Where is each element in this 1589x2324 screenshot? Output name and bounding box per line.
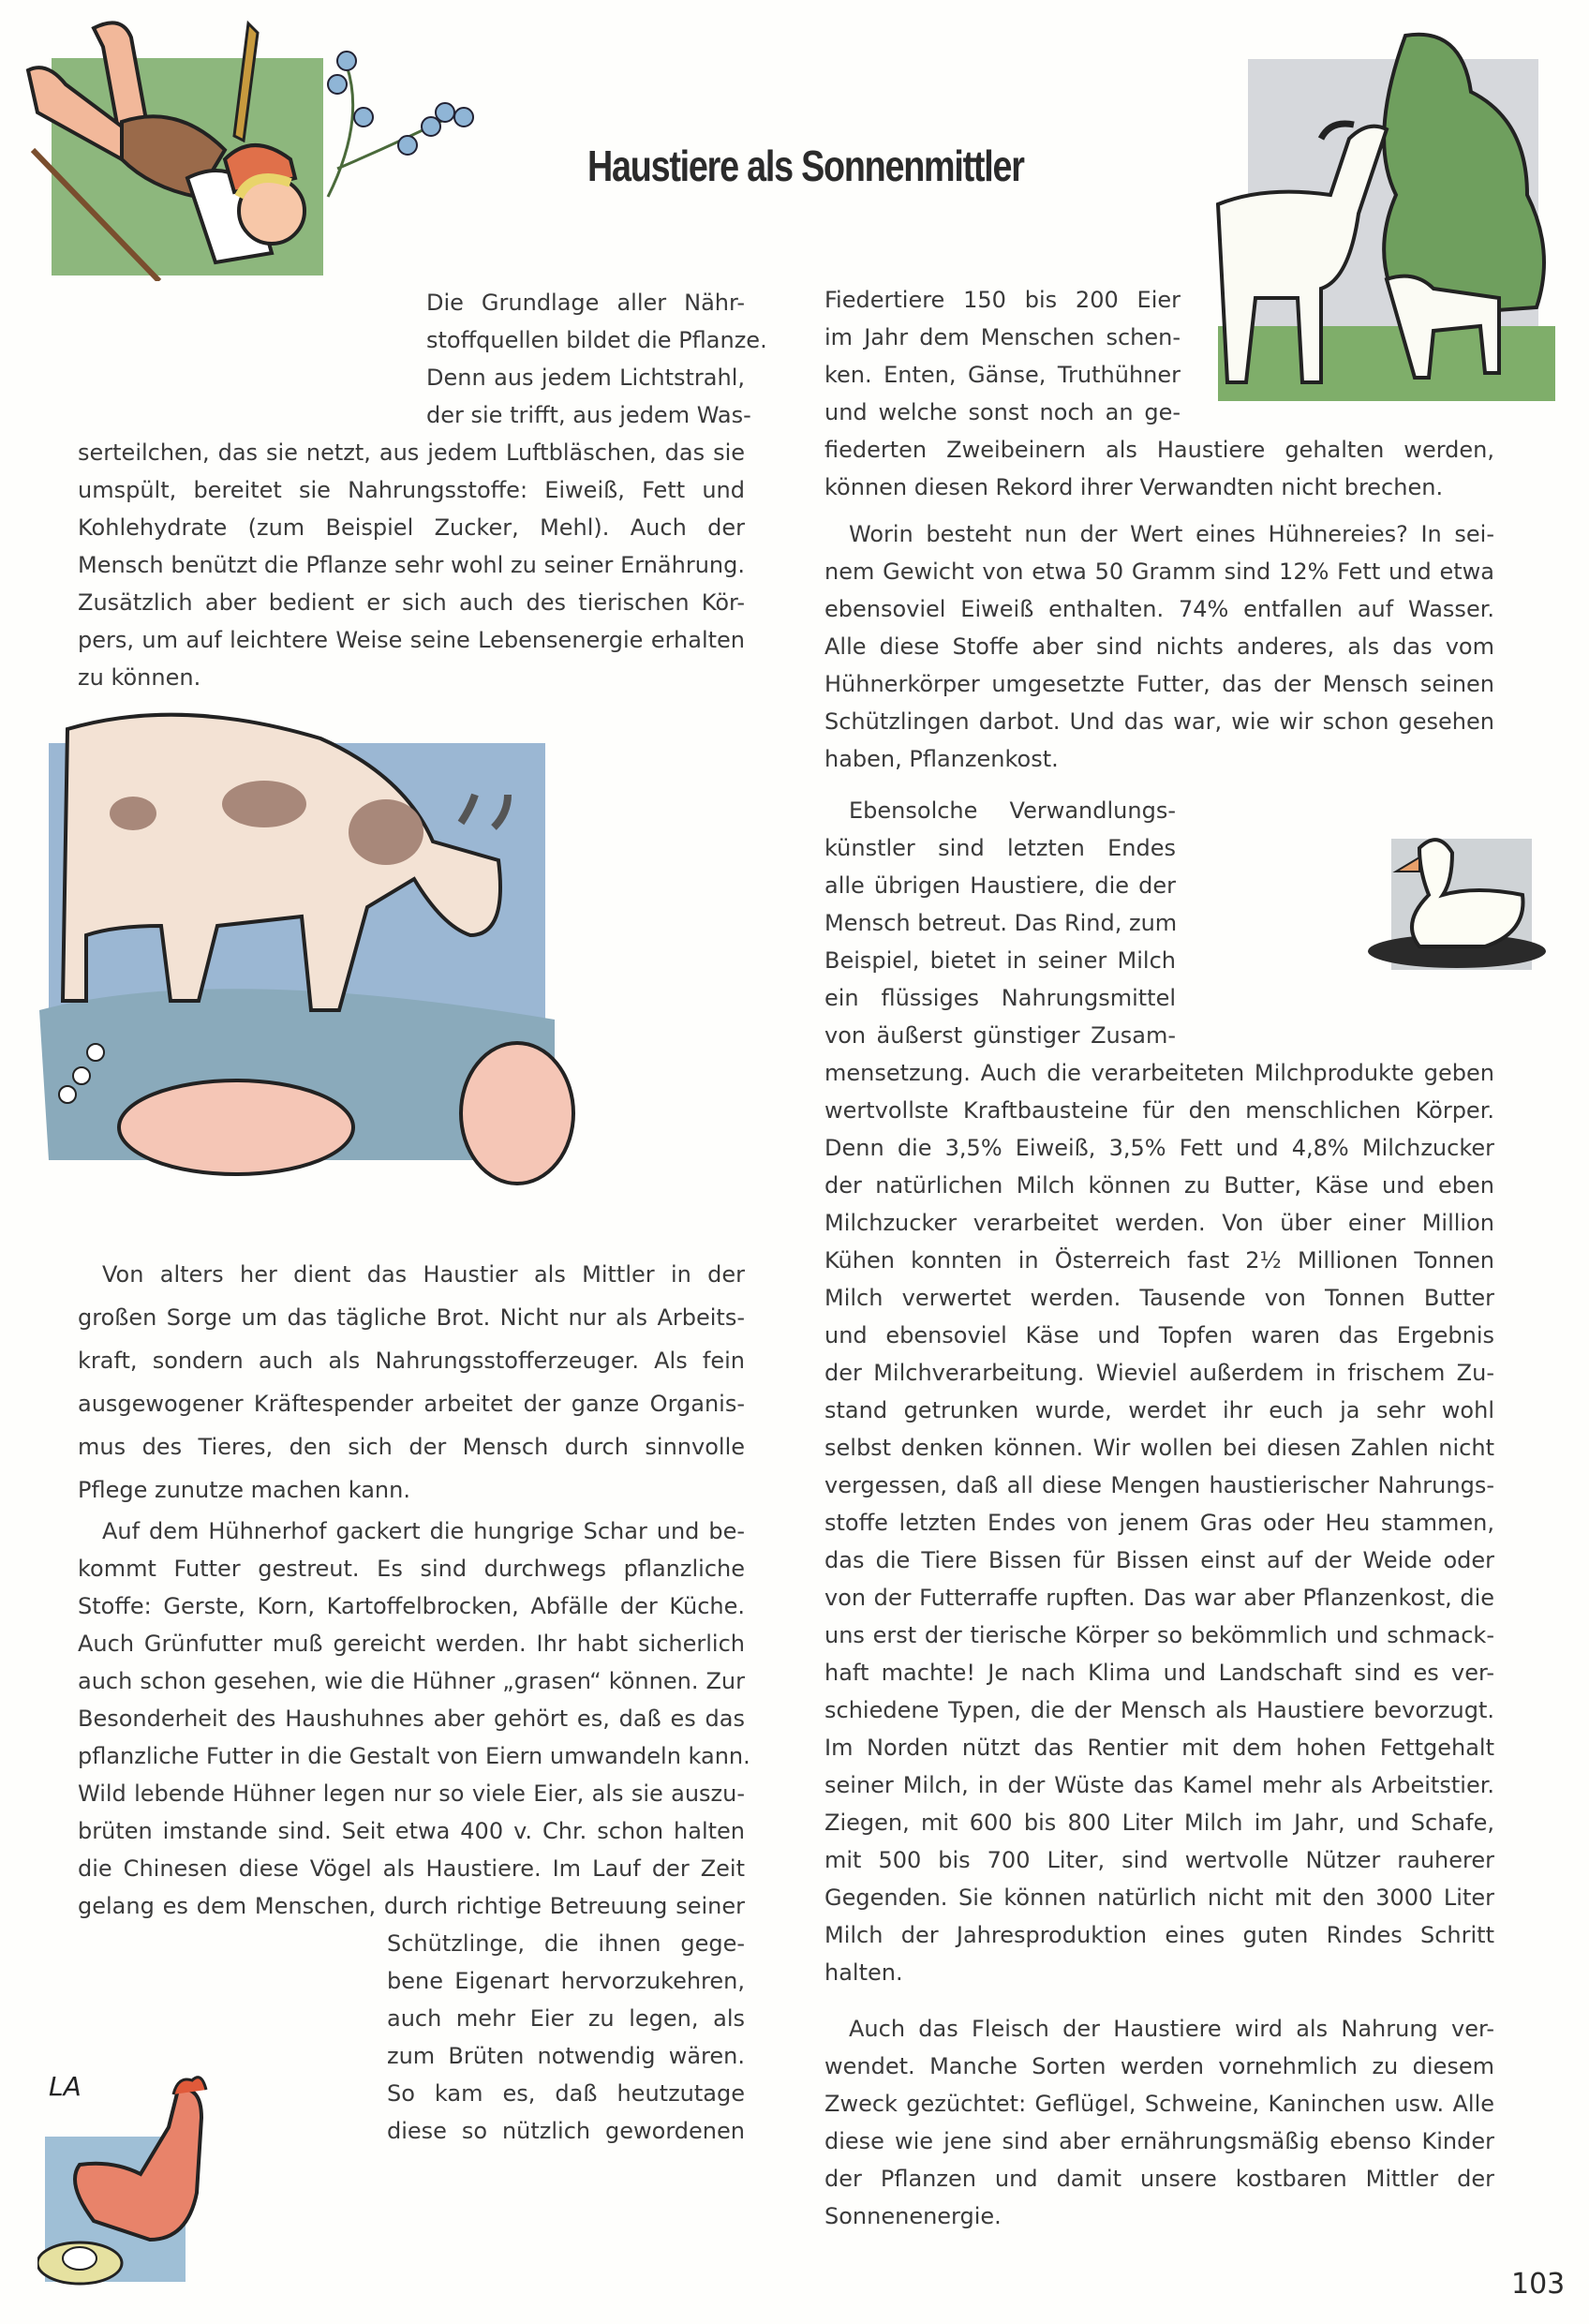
text-line: Ebensolche Verwandlungs-: [849, 797, 1176, 824]
text-line: auch mehr Eier zu legen, als: [387, 2005, 745, 2032]
goats-grass: [1218, 326, 1555, 401]
text-line: Pflege zunutze machen kann.: [78, 1477, 410, 1503]
text-line: wertvollste Kraftbausteine für den menschlichen Körper.: [824, 1097, 1494, 1124]
text-line: mit 500 bis 700 Liter, sind wertvolle Nützer rauherer: [824, 1847, 1494, 1873]
text-line: können diesen Rekord ihrer Verwandten nicht brechen.: [824, 474, 1444, 500]
text-line: zum Brüten notwendig wären.: [387, 2043, 745, 2069]
text-line: von der Futterraffe rupften. Das war aber Pflanzenkost, die: [824, 1585, 1494, 1611]
goats-illustration: [1190, 7, 1583, 420]
pig-lying: [119, 1080, 353, 1174]
text-line: Worin besteht nun der Wert eines Hühnereies? In sei-: [849, 521, 1494, 547]
text-line: halten.: [824, 1959, 903, 1986]
text-line: Auch das Fleisch der Haustiere wird als Nahrung ver-: [849, 2016, 1494, 2042]
text-line: großen Sorge um das tägliche Brot. Nicht nur als Arbeits-: [78, 1304, 745, 1331]
text-line: Mensch benützt die Pflanze sehr wohl zu seiner Ernährung.: [78, 552, 745, 578]
text-line: wendet. Manche Sorten werden vornehmlich zu diesem: [824, 2053, 1494, 2079]
text-line: fiederten Zweibeinern als Haustiere gehalten werden,: [824, 437, 1494, 463]
text-line: der natürlichen Milch können zu Butter, Käse und eben: [824, 1172, 1494, 1199]
boy-illustration: [9, 9, 506, 281]
text-line: selbst denken können. Wir wollen bei diesen Zahlen nicht: [824, 1435, 1494, 1461]
text-line: und ebensoviel Käse und Topfen waren das Ergebnis: [824, 1322, 1494, 1348]
text-line: ein flüssiges Nahrungsmittel: [824, 985, 1176, 1011]
text-line: Von alters her dient das Haustier als Mittler in der: [102, 1261, 745, 1288]
text-line: umspült, bereitet sie Nahrungsstoffe: Eiweiß, Fett und: [78, 477, 745, 503]
text-line: Zweck gezüchtet: Geflügel, Schweine, Kaninchen usw. Alle: [824, 2091, 1494, 2117]
text-line: die Chinesen diese Vögel als Haustiere. Im Lauf der Zeit: [78, 1855, 745, 1882]
text-line: Denn die 3,5% Eiweiß, 3,5% Fett und 4,8% Milchzucker: [824, 1135, 1494, 1161]
text-line: seiner Milch, in der Wüste das Kamel mehr als Arbeitstier.: [824, 1772, 1494, 1798]
text-line: künstler sind letzten Endes: [824, 835, 1176, 861]
text-line: vergessen, daß all diese Mengen haustierischer Nahrungs-: [824, 1472, 1494, 1498]
text-line: uns erst der tierische Körper so bekömmlich und schmack-: [824, 1622, 1494, 1648]
text-line: stoffe letzten Endes von jenem Gras oder Heu stammen,: [824, 1510, 1494, 1536]
text-line: Auch Grünfutter muß gereicht werden. Ihr habt sicherlich: [78, 1631, 745, 1657]
text-line: Sonnenenergie.: [824, 2203, 1002, 2229]
text-line: pers, um auf leichtere Weise seine Lebensenergie erhalten: [78, 627, 745, 653]
text-line: zu können.: [78, 664, 201, 691]
text-line: Schützlingen darbot. Und das war, wie wir schon gesehen: [824, 708, 1494, 735]
text-line: pflanzliche Futter in die Gestalt von Eiern umwandeln kann.: [78, 1743, 750, 1769]
text-line: diese wie jene sind aber ernährungsmäßig ebenso Kinder: [824, 2128, 1494, 2154]
text-line: Milch verwertet werden. Tausende von Tonnen Butter: [824, 1285, 1494, 1311]
text-line: Ziegen, mit 600 bis 800 Liter Milch im Jahr, und Schafe,: [824, 1810, 1494, 1836]
text-line: gelang es dem Menschen, durch richtige Betreuung seiner: [78, 1893, 745, 1919]
text-line: Wild lebende Hühner legen nur so viele Eier, als sie auszu-: [78, 1780, 745, 1807]
text-line: auch schon gesehen, wie die Hühner „grasen“ können. Zur: [78, 1668, 745, 1694]
text-line: mus des Tieres, den sich der Mensch durch sinnvolle: [78, 1434, 745, 1460]
hen-illustration: [37, 2071, 253, 2287]
text-line: Hühnerkörper umgesetzte Futter, das der Mensch seinen: [824, 671, 1494, 697]
text-line: alle übrigen Haustiere, die der: [824, 872, 1176, 899]
text-line: Kohlehydrate (zum Beispiel Zucker, Mehl). Auch der: [78, 514, 745, 541]
text-line: So kam es, daß heutzutage: [387, 2080, 745, 2107]
text-line: ken. Enten, Gänse, Truthühner: [824, 362, 1181, 388]
text-line: Gegenden. Sie können natürlich nicht mit den 3000 Liter: [824, 1885, 1494, 1911]
text-line: Auf dem Hühnerhof gackert die hungrige Schar und be-: [102, 1518, 745, 1544]
hen-comb: [173, 2078, 206, 2094]
text-line: Milchzucker verarbeitet werden. Von über einer Million: [824, 1210, 1494, 1236]
duck-illustration: [1363, 829, 1546, 970]
text-line: Beispiel, bietet in seiner Milch: [824, 947, 1176, 974]
text-line: nem Gewicht von etwa 50 Gramm sind 12% Fett und etwa: [824, 559, 1494, 585]
text-line: Im Norden nützt das Rentier mit dem hohen Fettgehalt: [824, 1735, 1494, 1761]
text-line: Kühen konnten in Österreich fast 2½ Millionen Tonnen: [824, 1247, 1494, 1274]
artist-signature: LA: [49, 2071, 82, 2102]
egg: [63, 2247, 97, 2270]
page-number: 103: [1511, 2268, 1566, 2301]
text-line: Stoffe: Gerste, Korn, Kartoffelbrocken, Abfälle der Küche.: [78, 1593, 745, 1619]
text-line: stand getrunken wurde, werdet ihr euch ja sehr wohl: [824, 1397, 1494, 1423]
text-line: Schützlinge, die ihnen gege-: [387, 1930, 745, 1957]
cow-pigs-illustration: [30, 701, 611, 1198]
text-line: Die Grundlage aller Nähr-: [426, 290, 745, 316]
text-line: brüten imstande sind. Seit etwa 400 v. Chr. schon halten: [78, 1818, 745, 1844]
text-line: ebensoviel Eiweiß enthalten. 74% entfallen auf Wasser.: [824, 596, 1494, 622]
text-line: der Pflanzen und damit unsere kostbaren Mittler der: [824, 2166, 1494, 2192]
text-line: Denn aus jedem Lichtstrahl,: [426, 365, 745, 391]
text-line: kommt Futter gestreut. Es sind durchwegs pflanzliche: [78, 1556, 745, 1582]
text-line: serteilchen, das sie netzt, aus jedem Luftbläschen, das sie: [78, 439, 745, 466]
text-line: Alle diese Stoffe aber sind nichts anderes, als das vom: [824, 633, 1494, 660]
text-line: Milch der Jahresproduktion eines guten Rindes Schritt: [824, 1922, 1494, 1948]
text-line: Mensch betreut. Das Rind, zum: [824, 910, 1178, 936]
pig-standing: [461, 1043, 573, 1184]
text-line: haft machte! Je nach Klima und Landschaft sind es ver-: [824, 1660, 1494, 1686]
page-title: Haustiere als Sonnenmittler: [587, 142, 1024, 190]
text-line: diese so nützlich gewordenen: [387, 2118, 745, 2144]
text-line: der sie trifft, aus jedem Was-: [426, 402, 751, 428]
text-line: Fiedertiere 150 bis 200 Eier: [824, 287, 1181, 313]
text-line: im Jahr dem Menschen schen-: [824, 324, 1181, 350]
text-line: und welche sonst noch an ge-: [824, 399, 1181, 425]
text-line: Zusätzlich aber bedient er sich auch des tierischen Kör-: [78, 589, 745, 616]
text-line: stoffquellen bildet die Pflanze.: [426, 327, 767, 353]
text-line: kraft, sondern auch als Nahrungsstofferzeuger. Als fein: [78, 1348, 745, 1374]
text-line: von äußerst günstiger Zusam-: [824, 1022, 1176, 1049]
text-line: ausgewogener Kräftespender arbeitet der ganze Organis-: [78, 1391, 745, 1417]
text-line: Besonderheit des Haushuhnes aber gehört es, daß es das: [78, 1706, 745, 1732]
text-line: haben, Pflanzenkost.: [824, 746, 1059, 772]
text-line: der Milchverarbeitung. Wieviel außerdem in frischem Zu-: [824, 1360, 1494, 1386]
text-line: schiedene Typen, die der Mensch als Haustiere bevorzugt.: [824, 1697, 1494, 1723]
text-line: mensetzung. Auch die verarbeiteten Milchprodukte geben: [824, 1060, 1494, 1086]
text-line: bene Eigenart hervorzukehren,: [387, 1968, 745, 1994]
text-line: das die Tiere Bissen für Bissen einst auf der Weide oder: [824, 1547, 1494, 1573]
